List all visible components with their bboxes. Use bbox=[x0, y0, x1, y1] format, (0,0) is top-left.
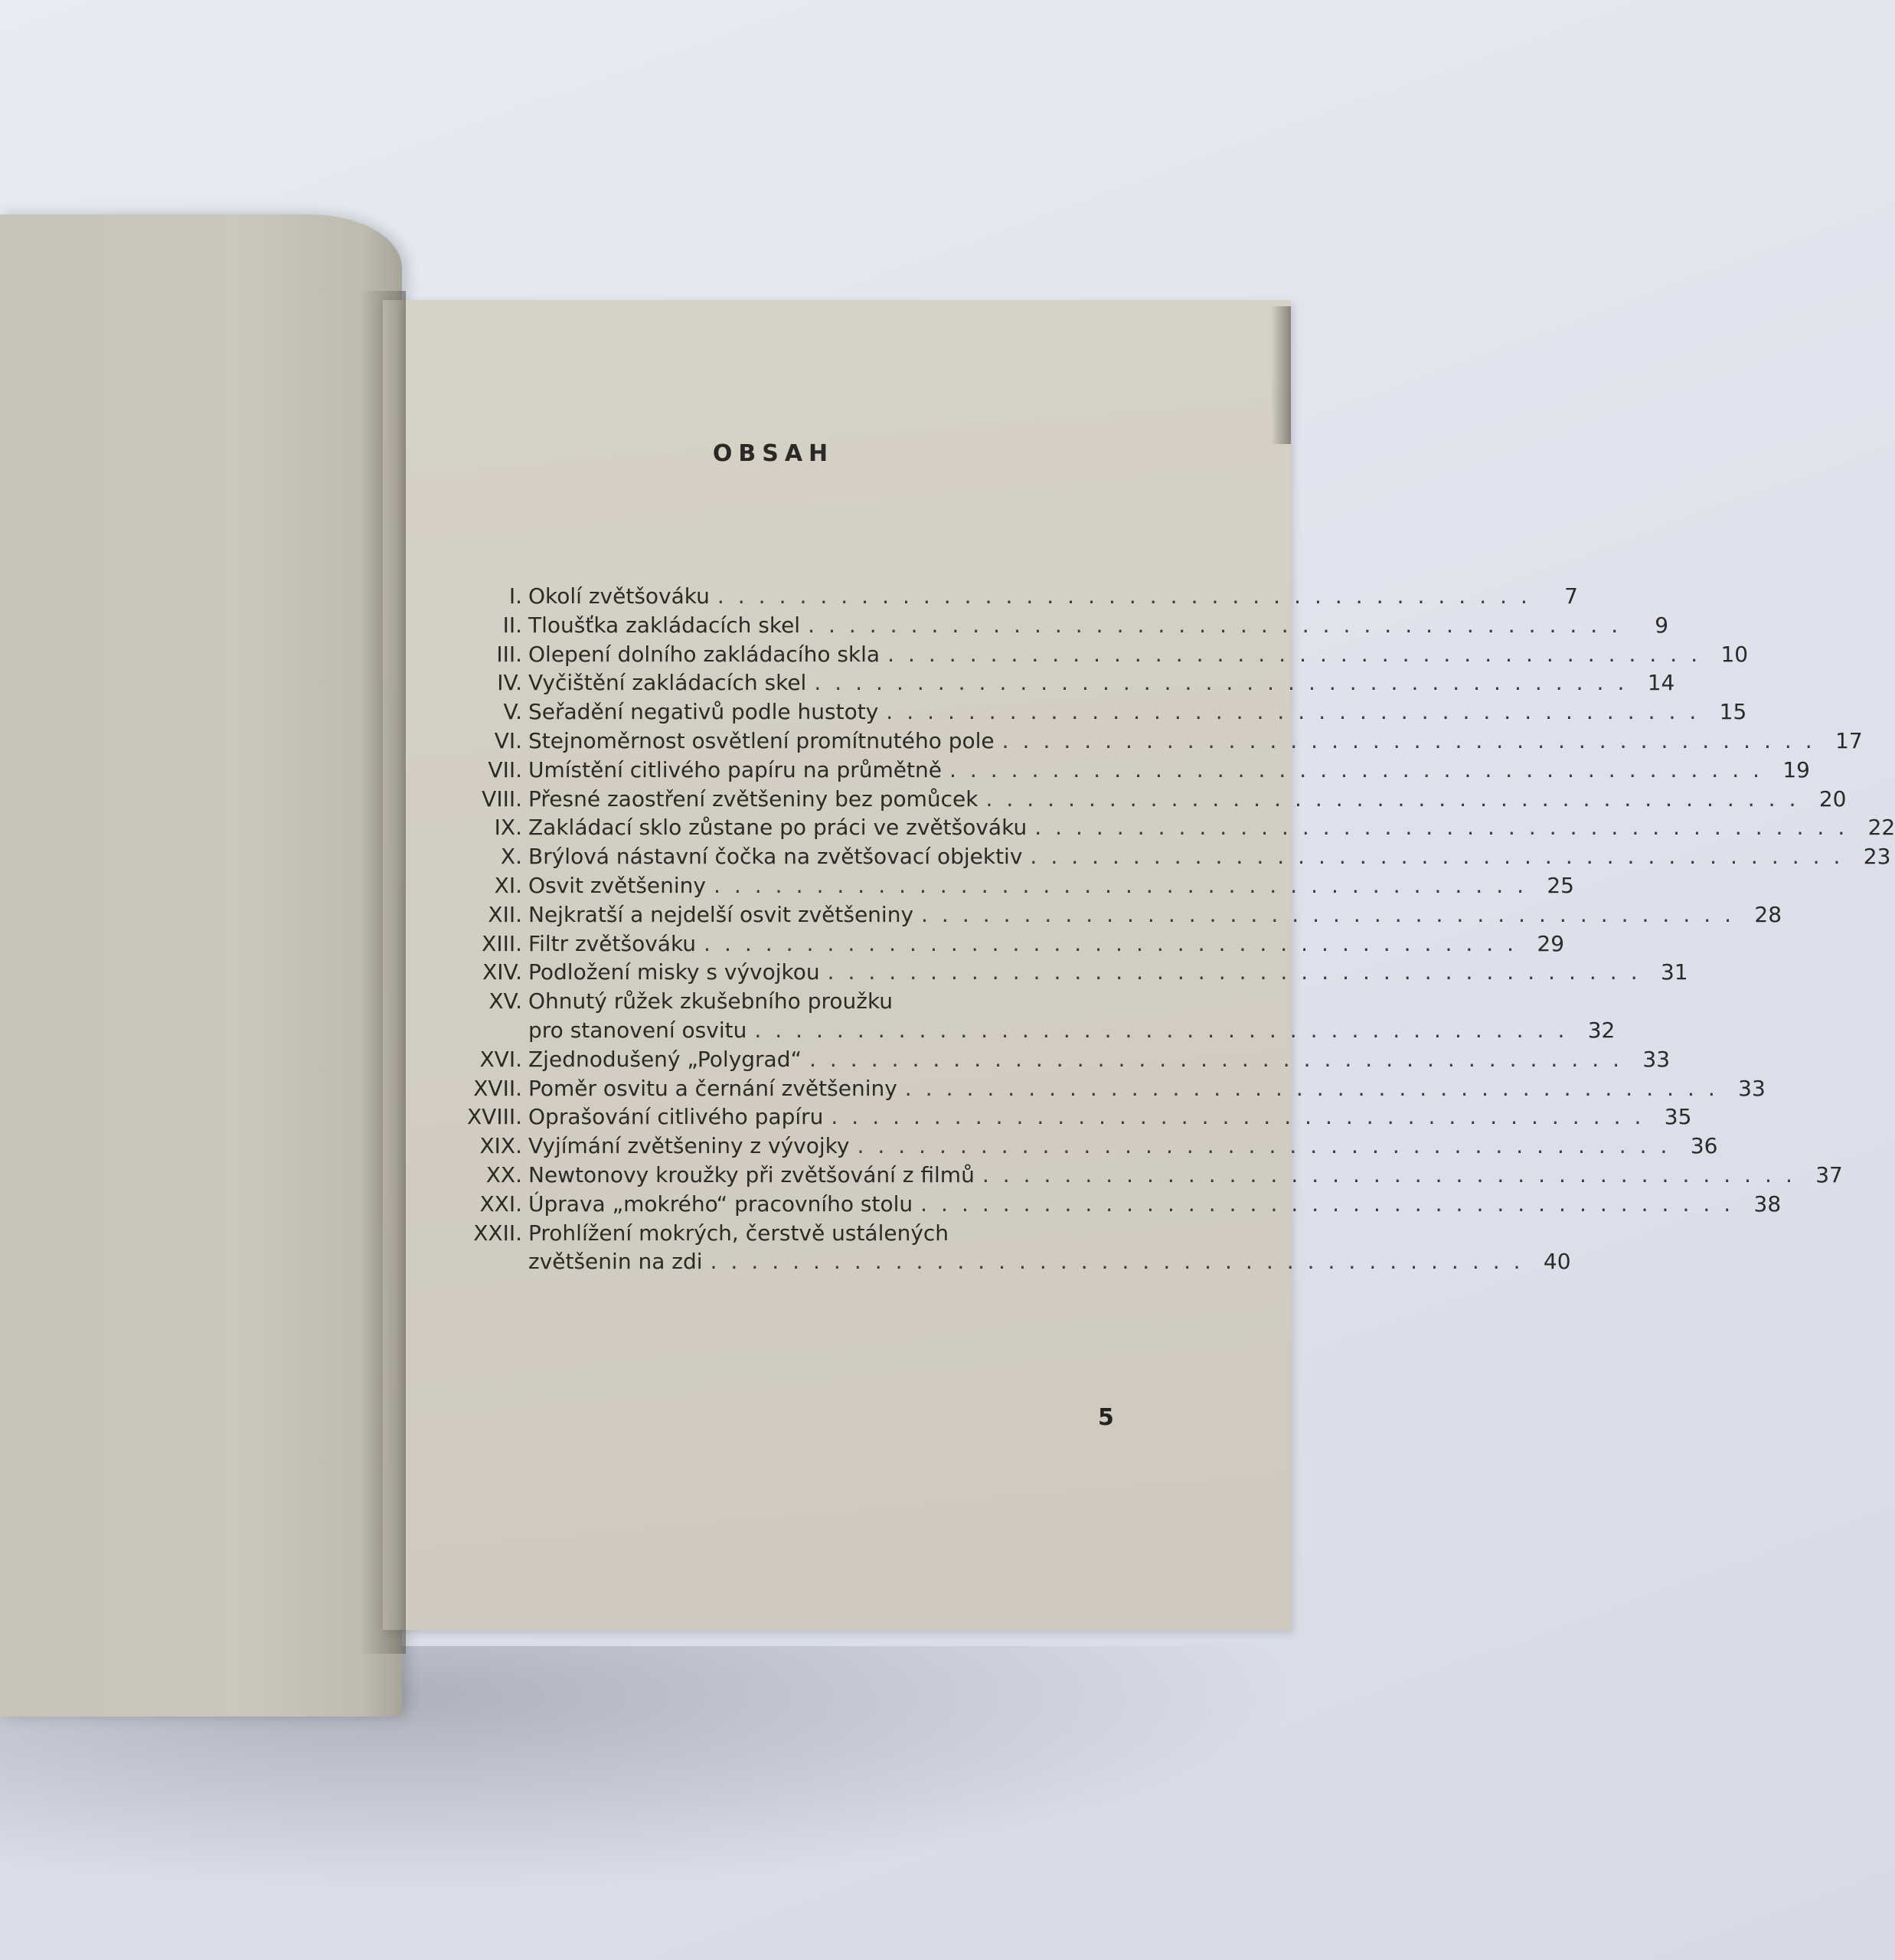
toc-page-number: 29 bbox=[1537, 930, 1565, 956]
toc-entry bbox=[467, 1132, 1718, 1161]
toc-number: VII. bbox=[488, 756, 522, 782]
toc-number: VIII. bbox=[482, 786, 522, 812]
toc-page-number: 33 bbox=[1738, 1075, 1766, 1101]
toc-page-number: 36 bbox=[1690, 1133, 1718, 1159]
toc-page-number: 28 bbox=[1754, 901, 1782, 927]
toc-leader: ........................................ bbox=[857, 1133, 1681, 1159]
toc-number: XXI. bbox=[479, 1191, 522, 1217]
toc-title: Newtonovy kroužky při zvětšování z filmů bbox=[528, 1161, 975, 1187]
toc-title: Podložení misky s vývojkou bbox=[528, 959, 820, 985]
toc-leader: ........................................ bbox=[827, 959, 1652, 985]
toc-title: zvětšenin na zdi bbox=[528, 1249, 703, 1275]
toc-entry bbox=[467, 785, 1847, 814]
page-folio-number: 5 bbox=[1098, 1404, 1114, 1431]
toc-title: Tloušťka zakládacích skel bbox=[528, 612, 801, 638]
toc-number: IX. bbox=[494, 815, 522, 841]
toc-title: Přesné zaostření zvětšeniny bez pomůcek bbox=[528, 786, 979, 812]
toc-leader: ........................................ bbox=[920, 1191, 1745, 1217]
toc-title: Brýlová nástavní čočka na zvětšovací objektiv bbox=[528, 844, 1023, 870]
toc-entry bbox=[467, 668, 1675, 697]
toc-leader: ........................................ bbox=[814, 670, 1639, 696]
toc-number: IV. bbox=[497, 670, 522, 696]
toc-leader: ........................................ bbox=[887, 641, 1712, 667]
toc-leader: ........................................ bbox=[710, 1249, 1534, 1275]
toc-entry bbox=[467, 842, 1891, 871]
toc-number: III. bbox=[496, 641, 522, 667]
toc-title: Úprava „mokrého“ pracovního stolu bbox=[528, 1191, 913, 1217]
toc-page-number: 10 bbox=[1720, 641, 1749, 667]
toc-number: XIV. bbox=[482, 959, 522, 985]
toc-title: Okolí zvětšováku bbox=[528, 583, 710, 609]
toc-page-number: 15 bbox=[1719, 699, 1747, 725]
toc-entry bbox=[467, 582, 1578, 611]
toc-leader: ........................................ bbox=[1034, 815, 1859, 841]
toc-leader: ........................................ bbox=[1001, 727, 1826, 753]
toc-entry bbox=[467, 1219, 1118, 1248]
toc-page-number: 37 bbox=[1815, 1161, 1843, 1187]
toc-entry bbox=[467, 611, 1669, 640]
page-edge-shadow bbox=[1271, 306, 1291, 444]
toc-leader: ........................................ bbox=[982, 1161, 1806, 1187]
toc-title: Vyjímání zvětšeniny z vývojky bbox=[528, 1133, 850, 1159]
toc-page-number: 38 bbox=[1753, 1191, 1782, 1217]
toc-title: Seřadění negativů podle hustoty bbox=[528, 699, 879, 725]
toc-number: VI. bbox=[494, 727, 522, 753]
toc-number: XIII. bbox=[482, 930, 522, 956]
toc-leader: ........................................ bbox=[754, 1017, 1579, 1043]
toc-title: Oprašování citlivého papíru bbox=[528, 1104, 824, 1130]
toc-number: XII. bbox=[488, 901, 522, 927]
toc-leader: ........................................ bbox=[904, 1075, 1729, 1101]
toc-leader: ........................................ bbox=[808, 612, 1632, 638]
toc-number: X. bbox=[500, 844, 522, 870]
contents-heading: OBSAH bbox=[712, 440, 835, 467]
toc-title: Zjednodušený „Polygrad“ bbox=[528, 1046, 802, 1072]
table-of-contents bbox=[467, 582, 1895, 1276]
toc-page-number: 22 bbox=[1867, 815, 1895, 841]
toc-number: XI. bbox=[494, 872, 522, 898]
toc-number: XVI. bbox=[479, 1046, 522, 1072]
toc-title: Vyčištění zakládacích skel bbox=[528, 670, 807, 696]
toc-entry bbox=[467, 1074, 1766, 1103]
toc-page-number: 32 bbox=[1587, 1017, 1616, 1043]
toc-leader: ........................................ bbox=[886, 699, 1710, 725]
toc-number: XXII. bbox=[473, 1220, 522, 1246]
toc-page-number: 23 bbox=[1863, 844, 1891, 870]
toc-title: Olepení dolního zakládacího skla bbox=[528, 641, 881, 667]
toc-page-number: 25 bbox=[1547, 872, 1574, 898]
toc-title: Osvit zvětšeniny bbox=[528, 872, 706, 898]
toc-page-number: 33 bbox=[1642, 1046, 1671, 1072]
toc-entry bbox=[467, 871, 1574, 900]
toc-leader: ........................................ bbox=[717, 583, 1541, 609]
toc-title: Nejkratší a nejdelší osvit zvětšeniny bbox=[528, 901, 914, 927]
toc-entry bbox=[467, 756, 1810, 785]
toc-entry bbox=[467, 900, 1782, 929]
toc-entry bbox=[467, 697, 1747, 727]
toc-leader: ........................................ bbox=[921, 901, 1746, 927]
toc-entry-continuation bbox=[467, 1247, 1571, 1276]
toc-page-number: 19 bbox=[1782, 756, 1810, 782]
toc-leader: ........................................ bbox=[704, 930, 1528, 956]
toc-title: Ohnutý růžek zkušebního proužku bbox=[528, 988, 894, 1014]
toc-entry-continuation bbox=[467, 1016, 1616, 1045]
toc-entry bbox=[467, 1190, 1782, 1219]
toc-leader: ........................................ bbox=[1030, 844, 1854, 870]
toc-page-number: 40 bbox=[1543, 1249, 1571, 1275]
toc-title: Stejnoměrnost osvětlení promítnutého pole bbox=[528, 727, 995, 753]
toc-page-number: 20 bbox=[1818, 786, 1847, 812]
toc-entry bbox=[467, 727, 1863, 756]
toc-number: XVIII. bbox=[467, 1104, 523, 1130]
toc-page-number: 17 bbox=[1835, 727, 1863, 753]
toc-entry bbox=[467, 1045, 1671, 1074]
toc-entry bbox=[467, 1161, 1843, 1190]
toc-entry bbox=[467, 640, 1749, 669]
toc-leader: ........................................ bbox=[809, 1046, 1634, 1072]
left-page bbox=[0, 214, 402, 1717]
toc-title: Filtr zvětšováku bbox=[528, 930, 697, 956]
toc-page-number: 9 bbox=[1655, 612, 1669, 638]
toc-entry bbox=[467, 987, 1118, 1016]
toc-number: I. bbox=[508, 583, 522, 609]
toc-leader: ........................................ bbox=[985, 786, 1810, 812]
toc-number: V. bbox=[503, 699, 522, 725]
toc-title: Umístění citlivého papíru na průmětně bbox=[528, 756, 942, 782]
toc-page-number: 14 bbox=[1647, 670, 1675, 696]
toc-page-number: 35 bbox=[1664, 1104, 1692, 1130]
toc-title: Zakládací sklo zůstane po práci ve zvětšováku bbox=[528, 815, 1028, 841]
book-gutter bbox=[360, 291, 406, 1654]
toc-title: pro stanovení osvitu bbox=[528, 1017, 747, 1043]
toc-number: XIX. bbox=[479, 1133, 522, 1159]
toc-entry bbox=[467, 1102, 1692, 1132]
toc-number: XV. bbox=[488, 988, 522, 1014]
toc-leader: ........................................ bbox=[831, 1104, 1655, 1130]
toc-entry bbox=[467, 929, 1565, 959]
toc-number: II. bbox=[502, 612, 522, 638]
toc-entry bbox=[467, 958, 1688, 987]
toc-title: Prohlížení mokrých, čerstvě ustálených bbox=[528, 1220, 949, 1246]
toc-page-number: 7 bbox=[1564, 583, 1578, 609]
toc-title: Poměr osvitu a černání zvětšeniny bbox=[528, 1075, 897, 1101]
toc-leader: ........................................ bbox=[949, 756, 1773, 782]
toc-leader: ........................................ bbox=[713, 872, 1537, 898]
toc-number: XVII. bbox=[473, 1075, 522, 1101]
toc-page-number: 31 bbox=[1660, 959, 1688, 985]
toc-entry bbox=[467, 813, 1895, 842]
toc-number: XX. bbox=[485, 1161, 522, 1187]
